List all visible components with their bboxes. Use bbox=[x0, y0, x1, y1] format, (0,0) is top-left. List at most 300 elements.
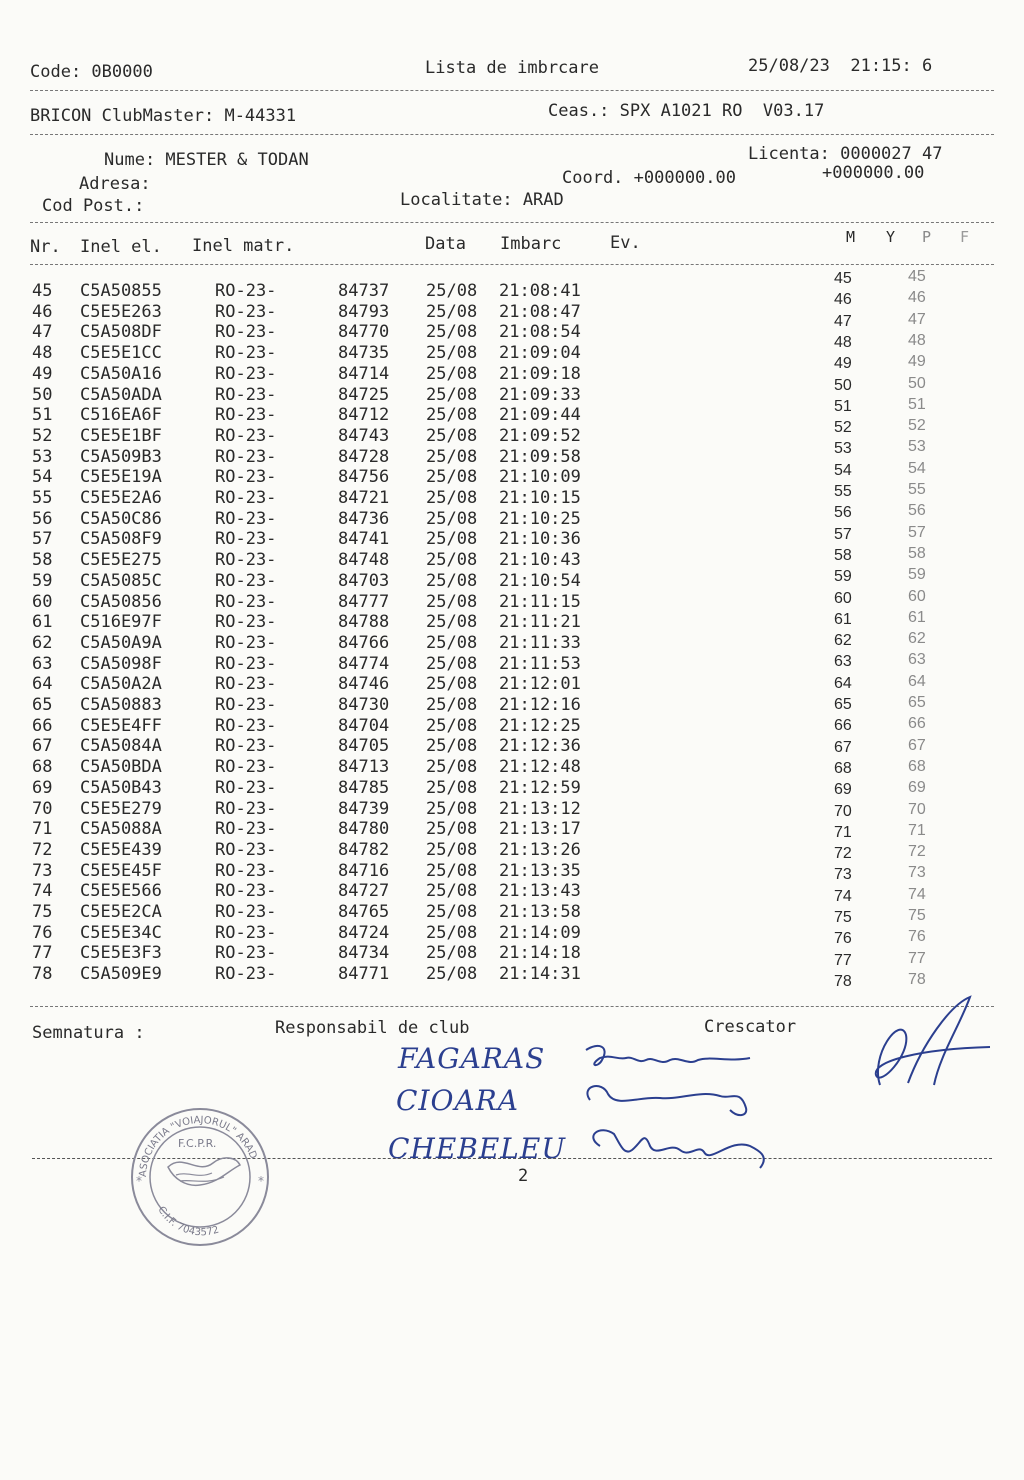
row-time: 21:11:15 bbox=[499, 591, 581, 612]
counter-p: 55 bbox=[908, 481, 926, 498]
row-date: 25/08 bbox=[426, 674, 478, 695]
table-row bbox=[0, 509, 1024, 530]
col-imbarc: Imbarc bbox=[500, 234, 562, 254]
row-date: 25/08 bbox=[426, 632, 478, 653]
row-inel-el: C5E5E1CC bbox=[80, 343, 162, 364]
row-time: 21:11:33 bbox=[499, 632, 581, 653]
counter-m: 72 bbox=[834, 845, 852, 863]
club-master: BRICON ClubMaster: M-44331 bbox=[30, 106, 297, 126]
table-row bbox=[0, 467, 1024, 488]
row-date: 25/08 bbox=[426, 612, 478, 633]
row-ring-number: 84793 bbox=[338, 301, 390, 322]
row-ring-prefix: RO-23- bbox=[215, 425, 277, 446]
row-time: 21:10:36 bbox=[499, 529, 581, 550]
row-inel-el: C5E5E4FF bbox=[80, 715, 162, 736]
row-inel-el: C5E5E2CA bbox=[80, 902, 162, 922]
counter-m: 59 bbox=[834, 568, 852, 586]
stamp-text-middle: F.C.P.R. bbox=[178, 1137, 217, 1150]
row-date: 25/08 bbox=[426, 550, 478, 571]
row-ring-number: 84771 bbox=[338, 964, 390, 985]
row-ring-prefix: RO-23- bbox=[215, 653, 277, 674]
row-ring-number: 84777 bbox=[338, 591, 390, 612]
row-date: 25/08 bbox=[426, 508, 478, 529]
row-ring-number: 84785 bbox=[338, 777, 390, 798]
counter-p: 61 bbox=[908, 608, 926, 626]
row-time: 21:09:52 bbox=[499, 425, 581, 446]
row-ring-prefix: RO-23- bbox=[215, 902, 277, 922]
row-time: 21:14:31 bbox=[499, 964, 581, 985]
row-inel-el: C5E5E1BF bbox=[80, 425, 162, 446]
row-inel-el: C516EA6F bbox=[80, 405, 162, 426]
row-inel-el: C5A509B3 bbox=[80, 446, 162, 467]
row-ring-prefix: RO-23- bbox=[215, 488, 277, 508]
row-ring-prefix: RO-23- bbox=[215, 467, 277, 488]
row-time: 21:10:25 bbox=[499, 508, 581, 529]
table-row bbox=[0, 405, 1024, 426]
counter-m: 70 bbox=[834, 802, 852, 820]
col-data: Data bbox=[425, 234, 466, 254]
row-time: 21:13:35 bbox=[499, 860, 581, 881]
row-ring-prefix: RO-23- bbox=[215, 922, 277, 943]
row-time: 21:11:21 bbox=[499, 612, 581, 633]
row-ring-prefix: RO-23- bbox=[215, 281, 277, 301]
row-inel-el: C5A508DF bbox=[80, 322, 162, 343]
counter-p: 58 bbox=[908, 544, 926, 562]
row-nr: 58 bbox=[32, 550, 53, 571]
counter-m: 51 bbox=[834, 397, 852, 415]
counter-p: 56 bbox=[908, 502, 926, 520]
row-inel-el: C5E5E566 bbox=[80, 881, 162, 902]
row-date: 25/08 bbox=[426, 964, 478, 985]
row-nr: 54 bbox=[32, 467, 53, 488]
table-row bbox=[0, 488, 1024, 509]
page-number: 2 bbox=[518, 1166, 529, 1186]
row-nr: 74 bbox=[32, 881, 53, 902]
counter-m: 65 bbox=[834, 696, 852, 713]
counter-p: 70 bbox=[908, 800, 926, 818]
row-date: 25/08 bbox=[426, 363, 478, 384]
row-nr: 53 bbox=[32, 446, 53, 467]
table-row bbox=[0, 943, 1024, 964]
row-date: 25/08 bbox=[426, 322, 478, 343]
col-p: P bbox=[922, 228, 932, 246]
counter-m: 45 bbox=[834, 270, 852, 287]
col-f: F bbox=[960, 228, 970, 246]
counter-p: 45 bbox=[908, 268, 926, 285]
row-inel-el: C5A50C86 bbox=[80, 508, 162, 529]
counter-p: 54 bbox=[908, 459, 926, 477]
row-ring-prefix: RO-23- bbox=[215, 384, 277, 405]
row-inel-el: C5A50855 bbox=[80, 281, 162, 301]
row-time: 21:09:18 bbox=[499, 363, 581, 384]
signature-label: Semnatura : bbox=[32, 1023, 145, 1043]
table-row bbox=[0, 550, 1024, 571]
table-row bbox=[0, 964, 1024, 985]
row-ring-prefix: RO-23- bbox=[215, 570, 277, 591]
address-label: Adresa: bbox=[79, 174, 151, 194]
row-nr: 71 bbox=[32, 819, 53, 840]
counter-m: 67 bbox=[834, 738, 852, 756]
counter-p: 76 bbox=[908, 928, 926, 946]
row-time: 21:13:26 bbox=[499, 839, 581, 860]
row-nr: 60 bbox=[32, 591, 53, 612]
counter-m: 61 bbox=[834, 610, 852, 628]
table-row bbox=[0, 654, 1024, 675]
row-time: 21:09:58 bbox=[499, 446, 581, 467]
row-inel-el: C5A50883 bbox=[80, 695, 162, 715]
row-ring-number: 84748 bbox=[338, 550, 390, 571]
counter-p: 73 bbox=[908, 864, 926, 882]
col-y: Y bbox=[886, 228, 896, 246]
counter-m: 68 bbox=[834, 759, 852, 777]
row-date: 25/08 bbox=[426, 819, 478, 840]
row-date: 25/08 bbox=[426, 529, 478, 550]
row-ring-number: 84746 bbox=[338, 674, 390, 695]
counter-p: 78 bbox=[908, 970, 926, 988]
row-inel-el: C5A50B43 bbox=[80, 777, 162, 798]
row-date: 25/08 bbox=[426, 922, 478, 943]
clock-info: Ceas.: SPX A1021 RO V03.17 bbox=[548, 101, 825, 121]
counter-m: 76 bbox=[834, 930, 852, 948]
row-inel-el: C516E97F bbox=[80, 612, 162, 633]
row-nr: 69 bbox=[32, 777, 53, 798]
row-ring-number: 84712 bbox=[338, 405, 390, 426]
table-row bbox=[0, 281, 1024, 302]
counter-p: 46 bbox=[908, 289, 926, 307]
row-nr: 50 bbox=[32, 384, 53, 405]
row-time: 21:08:41 bbox=[499, 281, 581, 301]
row-nr: 47 bbox=[32, 322, 53, 343]
counter-m: 53 bbox=[834, 440, 852, 458]
row-ring-number: 84714 bbox=[338, 363, 390, 384]
counter-m: 47 bbox=[834, 312, 852, 330]
table-row bbox=[0, 695, 1024, 716]
row-date: 25/08 bbox=[426, 591, 478, 612]
row-nr: 64 bbox=[32, 674, 53, 695]
row-time: 21:14:18 bbox=[499, 943, 581, 964]
handwritten-name-2: CIOARA bbox=[396, 1084, 519, 1117]
counter-p: 59 bbox=[908, 566, 926, 584]
row-inel-el: C5E5E263 bbox=[80, 301, 162, 322]
stamp-text-bottom: C.I.F. 7043572 bbox=[155, 1204, 221, 1239]
table-row bbox=[0, 302, 1024, 323]
table-row bbox=[0, 343, 1024, 364]
row-ring-prefix: RO-23- bbox=[215, 301, 277, 322]
table-row bbox=[0, 902, 1024, 923]
counter-p: 52 bbox=[908, 417, 926, 435]
counter-m: 55 bbox=[834, 483, 852, 500]
row-ring-prefix: RO-23- bbox=[215, 508, 277, 529]
row-date: 25/08 bbox=[426, 570, 478, 591]
club-responsible-label: Responsabil de club bbox=[275, 1018, 470, 1038]
divider bbox=[30, 1006, 994, 1007]
row-ring-number: 84716 bbox=[338, 860, 390, 881]
handwritten-name-1: FAGARAS bbox=[398, 1042, 546, 1075]
row-ring-number: 84788 bbox=[338, 612, 390, 633]
row-time: 21:13:58 bbox=[499, 902, 581, 922]
row-date: 25/08 bbox=[426, 798, 478, 819]
row-ring-number: 84756 bbox=[338, 467, 390, 488]
row-time: 21:12:16 bbox=[499, 695, 581, 715]
breeder-signature bbox=[860, 995, 1000, 1095]
row-ring-number: 84743 bbox=[338, 425, 390, 446]
counter-p: 63 bbox=[908, 651, 926, 669]
row-ring-prefix: RO-23- bbox=[215, 881, 277, 902]
table-row bbox=[0, 571, 1024, 592]
row-ring-prefix: RO-23- bbox=[215, 405, 277, 426]
breeder-label: Crescator bbox=[704, 1017, 797, 1037]
row-inel-el: C5A5098F bbox=[80, 653, 162, 674]
code-label: Code: 0B0000 bbox=[30, 62, 153, 82]
table-row bbox=[0, 447, 1024, 468]
row-ring-number: 84765 bbox=[338, 902, 390, 922]
signature-scribbles bbox=[580, 1038, 780, 1178]
row-ring-number: 84725 bbox=[338, 384, 390, 405]
row-ring-prefix: RO-23- bbox=[215, 839, 277, 860]
row-inel-el: C5E5E19A bbox=[80, 467, 162, 488]
counter-m: 78 bbox=[834, 972, 852, 990]
counter-m: 48 bbox=[834, 333, 852, 351]
row-inel-el: C5E5E3F3 bbox=[80, 943, 162, 964]
row-time: 21:09:33 bbox=[499, 384, 581, 405]
table-row bbox=[0, 364, 1024, 385]
club-stamp bbox=[128, 1105, 273, 1250]
row-time: 21:13:12 bbox=[499, 798, 581, 819]
counter-m: 46 bbox=[834, 291, 852, 309]
row-date: 25/08 bbox=[426, 695, 478, 715]
counter-m: 57 bbox=[834, 525, 852, 543]
counter-p: 53 bbox=[908, 438, 926, 456]
row-nr: 73 bbox=[32, 860, 53, 881]
row-nr: 77 bbox=[32, 943, 53, 964]
svg-text:*: * bbox=[258, 1174, 264, 1188]
row-ring-number: 84721 bbox=[338, 488, 390, 508]
row-nr: 52 bbox=[32, 425, 53, 446]
row-date: 25/08 bbox=[426, 425, 478, 446]
row-ring-number: 84705 bbox=[338, 736, 390, 757]
divider bbox=[30, 222, 994, 223]
row-nr: 75 bbox=[32, 902, 53, 922]
row-date: 25/08 bbox=[426, 405, 478, 426]
row-nr: 62 bbox=[32, 632, 53, 653]
handwritten-name-3: CHEBELEU bbox=[388, 1132, 566, 1165]
print-datetime: 25/08/23 21:15: 6 bbox=[748, 56, 933, 76]
divider bbox=[30, 264, 994, 265]
row-date: 25/08 bbox=[426, 715, 478, 736]
row-inel-el: C5E5E34C bbox=[80, 922, 162, 943]
table-row bbox=[0, 799, 1024, 820]
counter-p: 57 bbox=[908, 523, 926, 541]
row-date: 25/08 bbox=[426, 446, 478, 467]
col-m: M bbox=[846, 228, 856, 246]
counter-p: 48 bbox=[908, 331, 926, 349]
counter-m: 75 bbox=[834, 909, 852, 926]
counter-m: 73 bbox=[834, 866, 852, 884]
counter-p: 71 bbox=[908, 821, 926, 839]
row-ring-number: 84728 bbox=[338, 446, 390, 467]
row-ring-number: 84739 bbox=[338, 798, 390, 819]
row-time: 21:14:09 bbox=[499, 922, 581, 943]
row-nr: 59 bbox=[32, 570, 53, 591]
table-row bbox=[0, 589, 1024, 613]
counter-m: 66 bbox=[834, 717, 852, 735]
row-time: 21:12:01 bbox=[499, 674, 581, 695]
row-date: 25/08 bbox=[426, 488, 478, 508]
counter-p: 49 bbox=[908, 353, 926, 371]
row-inel-el: C5A50BDA bbox=[80, 757, 162, 778]
row-ring-number: 84736 bbox=[338, 508, 390, 529]
row-time: 21:09:04 bbox=[499, 343, 581, 364]
row-time: 21:12:59 bbox=[499, 777, 581, 798]
counter-m: 60 bbox=[834, 589, 852, 607]
row-nr: 70 bbox=[32, 798, 53, 819]
col-inel-matr: Inel matr. bbox=[192, 236, 295, 256]
table-row bbox=[0, 716, 1024, 737]
counter-p: 67 bbox=[908, 736, 926, 754]
row-time: 21:10:15 bbox=[499, 488, 581, 508]
row-inel-el: C5A50ADA bbox=[80, 384, 162, 405]
row-ring-prefix: RO-23- bbox=[215, 943, 277, 964]
row-inel-el: C5A5085C bbox=[80, 570, 162, 591]
row-nr: 46 bbox=[32, 301, 53, 322]
table-row bbox=[0, 385, 1024, 406]
row-nr: 67 bbox=[32, 736, 53, 757]
row-time: 21:08:54 bbox=[499, 322, 581, 343]
row-date: 25/08 bbox=[426, 653, 478, 674]
row-date: 25/08 bbox=[426, 384, 478, 405]
row-date: 25/08 bbox=[426, 467, 478, 488]
row-time: 21:10:09 bbox=[499, 467, 581, 488]
row-ring-prefix: RO-23- bbox=[215, 591, 277, 612]
counter-p: 75 bbox=[908, 907, 926, 924]
row-nr: 72 bbox=[32, 839, 53, 860]
row-ring-prefix: RO-23- bbox=[215, 715, 277, 736]
counter-p: 64 bbox=[908, 672, 926, 690]
row-nr: 68 bbox=[32, 757, 53, 778]
row-ring-prefix: RO-23- bbox=[215, 674, 277, 695]
row-date: 25/08 bbox=[426, 757, 478, 778]
counter-m: 74 bbox=[834, 887, 852, 905]
license-number: Licenta: 0000027 47 bbox=[748, 144, 943, 164]
row-ring-number: 84735 bbox=[338, 343, 390, 364]
row-ring-number: 84770 bbox=[338, 322, 390, 343]
coordinates-second: +000000.00 bbox=[822, 163, 925, 183]
row-date: 25/08 bbox=[426, 281, 478, 301]
row-nr: 57 bbox=[32, 529, 53, 550]
table-row bbox=[0, 736, 1024, 757]
row-inel-el: C5E5E2A6 bbox=[80, 488, 162, 508]
row-ring-number: 84727 bbox=[338, 881, 390, 902]
row-inel-el: C5E5E439 bbox=[80, 839, 162, 860]
row-time: 21:13:17 bbox=[499, 819, 581, 840]
row-nr: 76 bbox=[32, 922, 53, 943]
row-ring-prefix: RO-23- bbox=[215, 819, 277, 840]
row-ring-prefix: RO-23- bbox=[215, 860, 277, 881]
table-row bbox=[0, 612, 1024, 633]
row-nr: 45 bbox=[32, 281, 53, 301]
row-date: 25/08 bbox=[426, 902, 478, 922]
row-nr: 56 bbox=[32, 508, 53, 529]
counter-p: 74 bbox=[908, 885, 926, 903]
counter-p: 72 bbox=[908, 843, 926, 861]
row-time: 21:10:54 bbox=[499, 570, 581, 591]
table-row bbox=[0, 322, 1024, 343]
table-row bbox=[0, 757, 1024, 778]
row-ring-prefix: RO-23- bbox=[215, 343, 277, 364]
counter-m: 54 bbox=[834, 461, 852, 479]
row-ring-prefix: RO-23- bbox=[215, 363, 277, 384]
counter-m: 62 bbox=[834, 632, 852, 650]
counter-m: 63 bbox=[834, 653, 852, 671]
row-time: 21:12:25 bbox=[499, 715, 581, 736]
row-ring-prefix: RO-23- bbox=[215, 695, 277, 715]
counter-m: 64 bbox=[834, 674, 852, 692]
counter-m: 49 bbox=[834, 355, 852, 373]
row-ring-number: 84741 bbox=[338, 529, 390, 550]
row-nr: 48 bbox=[32, 343, 53, 364]
counter-p: 62 bbox=[908, 630, 926, 648]
counter-m: 50 bbox=[834, 376, 852, 394]
row-date: 25/08 bbox=[426, 343, 478, 364]
row-ring-prefix: RO-23- bbox=[215, 964, 277, 985]
divider bbox=[30, 90, 994, 91]
counter-p: 65 bbox=[908, 694, 926, 711]
counter-p: 66 bbox=[908, 715, 926, 733]
row-ring-prefix: RO-23- bbox=[215, 632, 277, 653]
postcode-label: Cod Post.: bbox=[42, 196, 145, 216]
row-time: 21:13:43 bbox=[499, 881, 581, 902]
stamp-text-top: ASOCIATIA "VOIAJORUL" ARAD bbox=[137, 1114, 259, 1178]
row-date: 25/08 bbox=[426, 736, 478, 757]
row-date: 25/08 bbox=[426, 301, 478, 322]
row-ring-prefix: RO-23- bbox=[215, 612, 277, 633]
col-ev: Ev. bbox=[610, 233, 641, 253]
row-nr: 65 bbox=[32, 695, 53, 715]
row-ring-number: 84780 bbox=[338, 819, 390, 840]
row-inel-el: C5E5E45F bbox=[80, 860, 162, 881]
counter-p: 60 bbox=[908, 587, 926, 605]
row-inel-el: C5A50A16 bbox=[80, 363, 162, 384]
row-ring-prefix: RO-23- bbox=[215, 322, 277, 343]
row-nr: 78 bbox=[32, 964, 53, 985]
table-row bbox=[0, 426, 1024, 447]
col-nr: Nr. bbox=[30, 237, 61, 257]
table-row bbox=[0, 529, 1024, 550]
row-date: 25/08 bbox=[426, 881, 478, 902]
counter-p: 50 bbox=[908, 374, 926, 392]
row-time: 21:10:43 bbox=[499, 550, 581, 571]
counter-p: 69 bbox=[908, 779, 926, 797]
row-ring-prefix: RO-23- bbox=[215, 529, 277, 550]
svg-text:*: * bbox=[136, 1174, 142, 1188]
row-inel-el: C5A5088A bbox=[80, 819, 162, 840]
row-ring-prefix: RO-23- bbox=[215, 446, 277, 467]
counter-p: 68 bbox=[908, 757, 926, 775]
row-ring-number: 84766 bbox=[338, 632, 390, 653]
row-nr: 61 bbox=[32, 612, 53, 633]
counter-m: 71 bbox=[834, 823, 852, 841]
row-time: 21:12:48 bbox=[499, 757, 581, 778]
breeder-name: Nume: MESTER & TODAN bbox=[104, 150, 309, 170]
row-date: 25/08 bbox=[426, 943, 478, 964]
row-time: 21:08:47 bbox=[499, 301, 581, 322]
counter-m: 56 bbox=[834, 504, 852, 522]
row-inel-el: C5A50856 bbox=[80, 591, 162, 612]
row-inel-el: C5A508F9 bbox=[80, 529, 162, 550]
col-inel-el: Inel el. bbox=[80, 237, 162, 257]
table-row bbox=[0, 674, 1024, 695]
coordinates: Coord. +000000.00 bbox=[562, 168, 736, 188]
